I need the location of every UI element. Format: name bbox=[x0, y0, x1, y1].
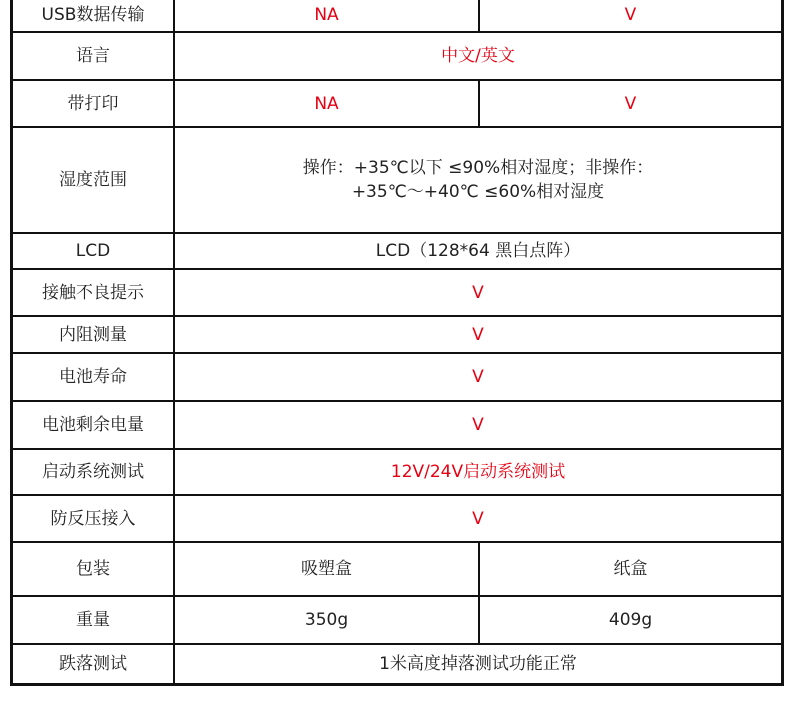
row-bad-contact bbox=[12, 269, 782, 316]
row-label: 跌落测试 bbox=[12, 644, 174, 684]
row-label: 包装 bbox=[12, 542, 174, 596]
cell-value: LCD（128*64 黑白点阵） bbox=[174, 233, 782, 269]
cell-col-b: V bbox=[479, 80, 782, 127]
row-cranking-test bbox=[12, 449, 782, 495]
cell-value: V bbox=[174, 495, 782, 542]
row-weight bbox=[12, 596, 782, 644]
row-label: 内阻测量 bbox=[12, 316, 174, 353]
row-label: 电池寿命 bbox=[12, 353, 174, 401]
row-printer bbox=[12, 80, 782, 127]
row-label: 重量 bbox=[12, 596, 174, 644]
row-usb bbox=[12, 0, 782, 32]
cell-value: 12V/24V启动系统测试 bbox=[174, 449, 782, 495]
row-label: USB数据传输 bbox=[12, 0, 174, 32]
row-battery-life bbox=[12, 353, 782, 401]
cell-col-b: V bbox=[479, 0, 782, 32]
cell-col-b: 409g bbox=[479, 596, 782, 644]
humidity-line-2: +35℃～+40℃ ≤60%相对湿度 bbox=[351, 182, 605, 202]
row-label: LCD bbox=[12, 233, 174, 269]
row-label: 语言 bbox=[12, 32, 174, 80]
row-label: 湿度范围 bbox=[12, 127, 174, 233]
cell-value: V bbox=[174, 316, 782, 353]
cell-value: V bbox=[174, 269, 782, 316]
row-lcd bbox=[12, 233, 782, 269]
row-reverse-protection bbox=[12, 495, 782, 542]
cell-value: V bbox=[174, 401, 782, 449]
row-label: 接触不良提示 bbox=[12, 269, 174, 316]
cell-col-b: 纸盒 bbox=[479, 542, 782, 596]
row-remaining-charge bbox=[12, 401, 782, 449]
spec-table bbox=[11, 0, 783, 685]
cell-value bbox=[174, 127, 782, 233]
row-label: 启动系统测试 bbox=[12, 449, 174, 495]
cell-value: 1米高度掉落测试功能正常 bbox=[174, 644, 782, 684]
row-drop-test bbox=[12, 644, 782, 684]
cell-col-a: NA bbox=[174, 80, 479, 127]
row-packaging bbox=[12, 542, 782, 596]
row-label: 电池剩余电量 bbox=[12, 401, 174, 449]
cell-col-a: 吸塑盒 bbox=[174, 542, 479, 596]
row-humidity bbox=[12, 127, 782, 233]
cell-value: V bbox=[174, 353, 782, 401]
row-language bbox=[12, 32, 782, 80]
row-internal-resistance bbox=[12, 316, 782, 353]
humidity-line-1: 操作：+35℃以下 ≤90%相对湿度；非操作： bbox=[302, 158, 654, 178]
row-label: 带打印 bbox=[12, 80, 174, 127]
cell-col-a: NA bbox=[174, 0, 479, 32]
row-label: 防反压接入 bbox=[12, 495, 174, 542]
cell-value: 中文/英文 bbox=[174, 32, 782, 80]
cell-col-a: 350g bbox=[174, 596, 479, 644]
